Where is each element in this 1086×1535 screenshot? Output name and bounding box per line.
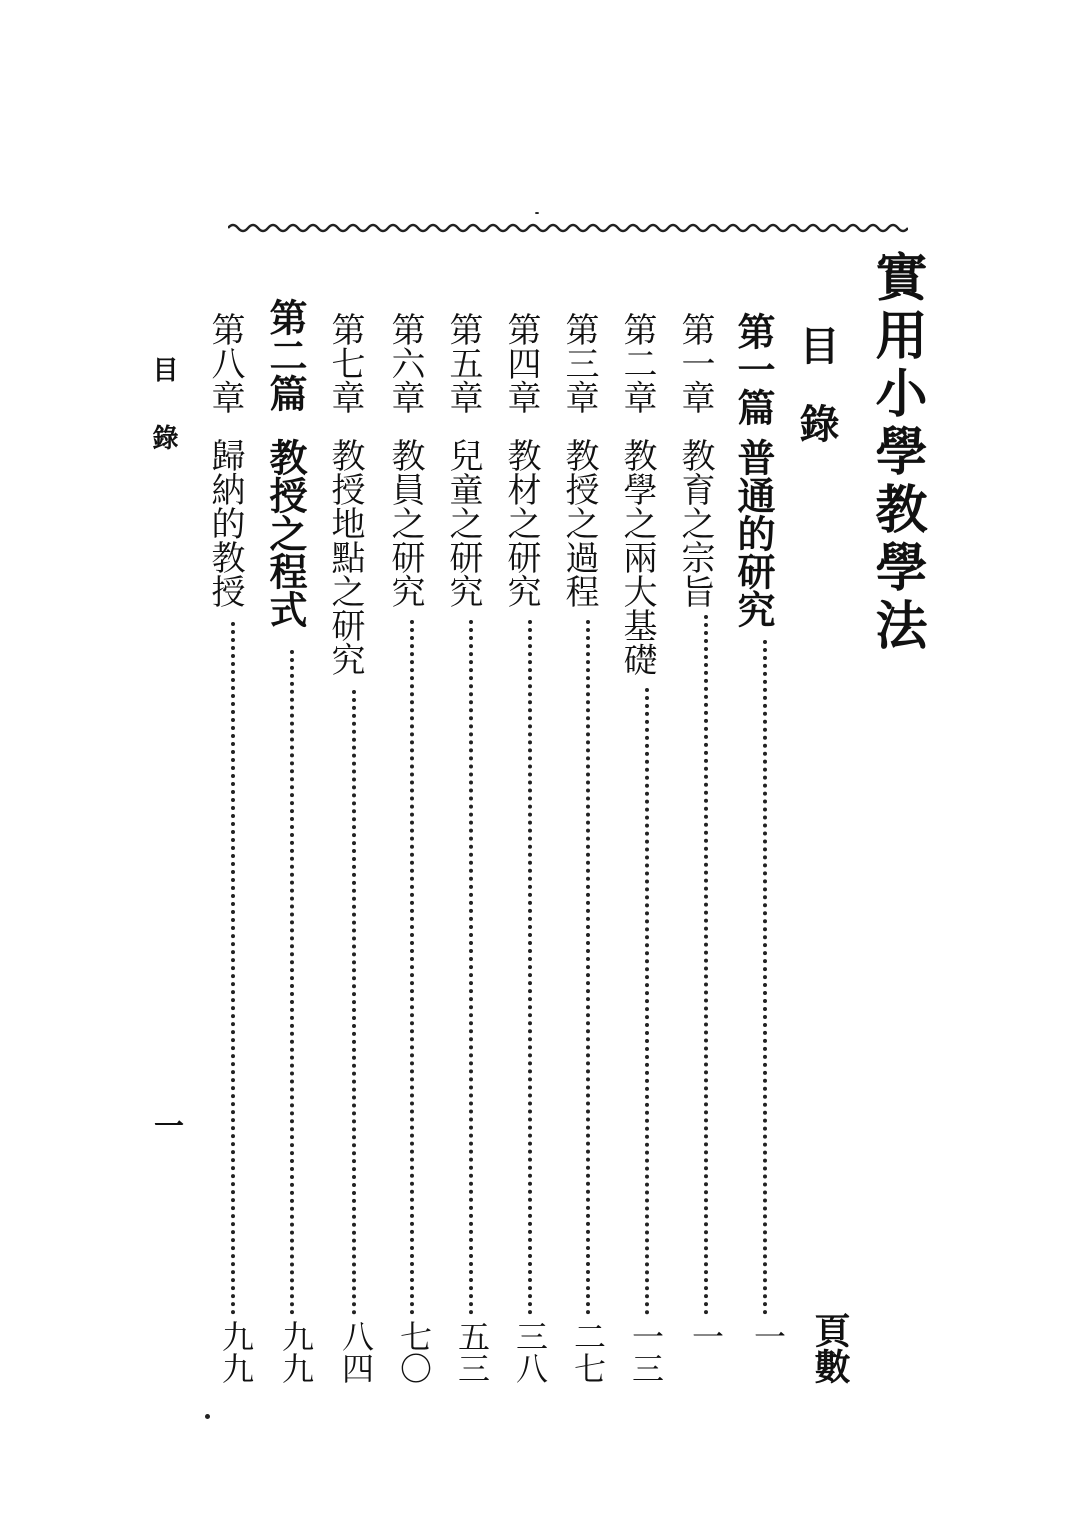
dot-leader — [290, 650, 294, 1315]
entry-title: 教授地點之研究 — [325, 438, 365, 676]
entry-label: 第八章 — [205, 312, 245, 414]
entry-page: 八四 — [337, 1320, 375, 1384]
entry-label: 第六章 — [385, 312, 425, 414]
book-title: 實用小學教學法 — [866, 250, 927, 656]
entry-page: 九九 — [277, 1320, 315, 1384]
entry-page: 一三 — [627, 1320, 665, 1384]
entry-page: 七〇 — [395, 1320, 433, 1384]
entry-title: 教員之研究 — [385, 438, 425, 608]
entry-label: 第三章 — [559, 312, 599, 414]
entry-page: 九九 — [217, 1320, 255, 1384]
entry-label: 第二篇 — [263, 298, 308, 412]
print-speck — [205, 1414, 210, 1419]
entry-title: 教學之兩大基礎 — [617, 438, 657, 676]
entry-title: 教授之程式 — [263, 438, 308, 628]
dot-leader — [469, 620, 473, 1315]
entry-label: 第五章 — [443, 312, 483, 414]
dot-leader — [528, 620, 532, 1315]
entry-title: 教授之過程 — [559, 438, 599, 608]
entry-page: 一 — [687, 1320, 725, 1352]
entry-label: 第二章 — [617, 312, 657, 414]
dot-leader — [704, 615, 708, 1315]
print-speck — [535, 212, 539, 214]
page-number: 一 — [148, 1110, 183, 1140]
dot-leader — [586, 620, 590, 1315]
entry-page: 五三 — [453, 1320, 491, 1384]
entry-title: 教育之宗旨 — [675, 438, 715, 608]
entry-title: 兒童之研究 — [443, 438, 483, 608]
entry-label: 第七章 — [325, 312, 365, 414]
entry-title: 教材之研究 — [501, 438, 541, 608]
entry-title: 普通的研究 — [731, 438, 776, 628]
wavy-top-rule — [228, 220, 908, 236]
entry-page: 二七 — [569, 1320, 607, 1384]
entry-page: 一 — [749, 1320, 787, 1352]
entry-title: 歸納的教授 — [205, 438, 245, 608]
entry-page: 三八 — [511, 1320, 549, 1384]
dot-leader — [352, 690, 356, 1315]
dot-leader — [763, 640, 767, 1315]
entry-label: 第一篇 — [731, 312, 776, 426]
dot-leader — [410, 620, 414, 1315]
page-column-heading: 頁數 — [809, 1312, 851, 1384]
running-header: 目錄 — [148, 356, 178, 492]
toc-heading: 目錄 — [793, 325, 840, 481]
entry-label: 第四章 — [501, 312, 541, 414]
entry-label: 第一章 — [675, 312, 715, 414]
dot-leader — [645, 688, 649, 1315]
dot-leader — [231, 622, 235, 1315]
